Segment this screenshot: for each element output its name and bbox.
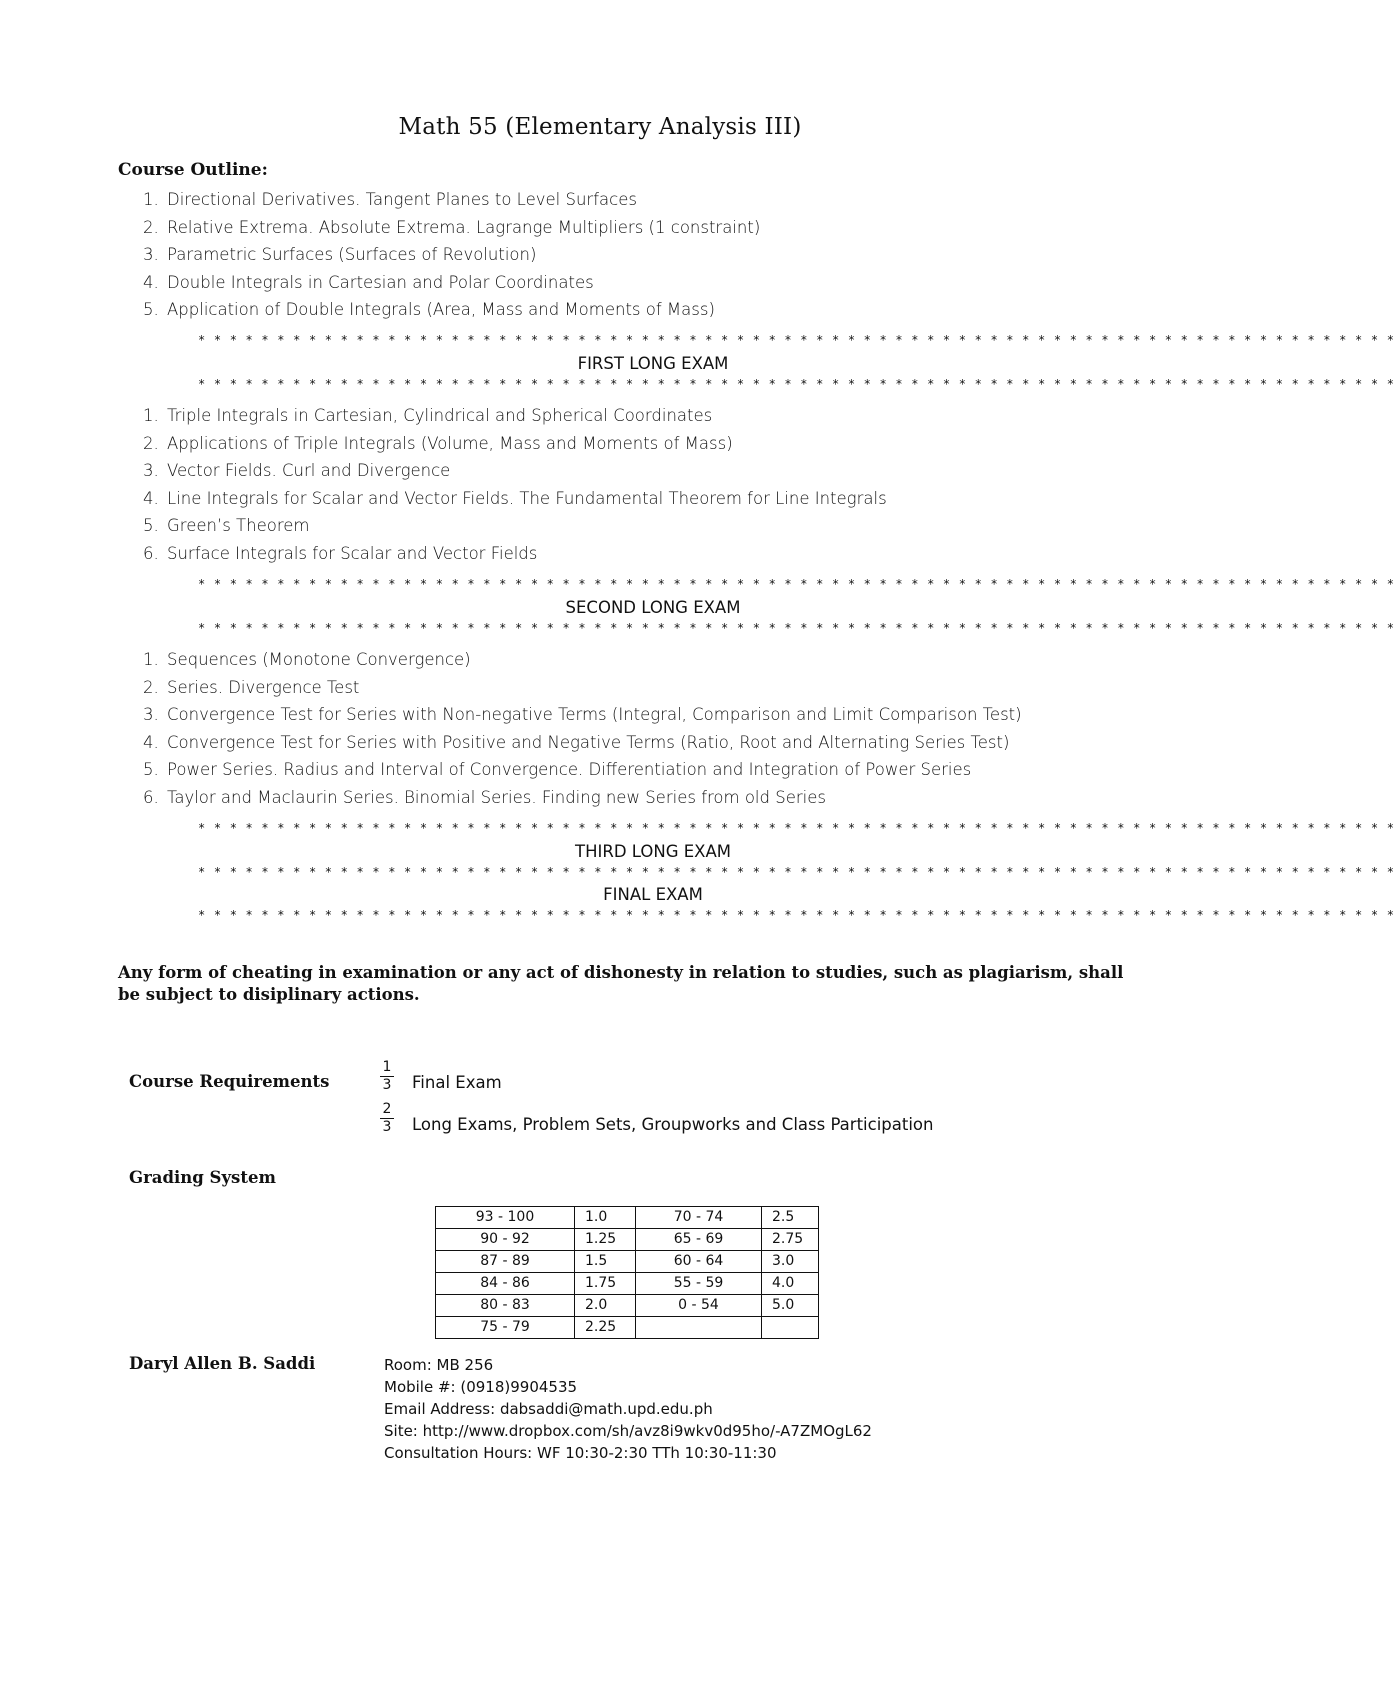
list-item: 5. Application of Double Integrals (Area, Mass and Moments of Mass)	[143, 300, 715, 319]
consultation-hours: Consultation Hours: WF 10:30-2:30 TTh 10:30-11:30	[384, 1444, 777, 1462]
list-item: 2. Series. Divergence Test	[143, 677, 360, 697]
list-item: 4. Convergence Test for Series with Positive and Negative Terms (Ratio, Root and Alternating Series Test)	[143, 732, 1010, 752]
list-item: 3. Parametric Surfaces (Surfaces of Revolution)	[143, 245, 537, 264]
list-item: 4. Double Integrals in Cartesian and Polar Coordinates	[143, 272, 594, 292]
list-item: 2. Relative Extrema. Absolute Extrema. Lagrange Multipliers (1 constraint)	[143, 217, 761, 237]
topic-list-section2	[143, 402, 887, 567]
instructor-contact	[384, 1354, 872, 1464]
email-info: Email Address: dabsaddi@math.upd.edu.ph	[384, 1400, 713, 1418]
exam-label-second: SECOND LONG EXAM	[565, 598, 741, 617]
exam-label-third: THIRD LONG EXAM	[575, 842, 731, 861]
list-item: 1. Triple Integrals in Cartesian, Cylindrical and Spherical Coordinates	[143, 406, 713, 425]
room-info: Room: MB 256	[384, 1356, 494, 1374]
mobile-info: Mobile #: (0918)9904535	[384, 1378, 578, 1396]
star-divider: * * * * * * * * * * * * * * * * * * * * * * * * * * * * * * * * * * * * * * * * * * * * * * * * * * * * * * * * * * * * * * * * * * * * * * * * * * * *	[198, 821, 1395, 835]
table-row: 93 - 100 1.0 70 - 74 2.5	[436, 1207, 819, 1229]
star-divider: * * * * * * * * * * * * * * * * * * * * * * * * * * * * * * * * * * * * * * * * * * * * * * * * * * * * * * * * * * * * * * * * * * * * * * * * * * * *	[198, 865, 1395, 879]
site-info: Site: http://www.dropbox.com/sh/avz8i9wkv0d95ho/-A7ZMOgL62	[384, 1422, 872, 1440]
requirement-long-exams: Long Exams, Problem Sets, Groupworks and Class Participation	[412, 1115, 934, 1134]
grading-table	[435, 1206, 819, 1339]
list-item: 5. Green’s Theorem	[143, 516, 310, 535]
page-title: Math 55 (Elementary Analysis III)	[398, 114, 802, 140]
list-item: 1. Sequences (Monotone Convergence)	[143, 650, 471, 669]
course-outline-heading: Course Outline:	[118, 160, 268, 180]
table-row: 75 - 79 2.25	[436, 1317, 819, 1339]
exam-label-final: FINAL EXAM	[603, 885, 703, 904]
list-item: 5. Power Series. Radius and Interval of Convergence. Differentiation and Integration of Power Series	[143, 760, 972, 779]
list-item: 3. Convergence Test for Series with Non-negative Terms (Integral, Comparison and Limit Comparison Test)	[143, 705, 1022, 724]
table-row: 90 - 92 1.25 65 - 69 2.75	[436, 1229, 819, 1251]
exam-label-first: FIRST LONG EXAM	[577, 354, 729, 373]
list-item: 6. Taylor and Maclaurin Series. Binomial Series. Finding new Series from old Series	[143, 787, 826, 807]
star-divider: * * * * * * * * * * * * * * * * * * * * * * * * * * * * * * * * * * * * * * * * * * * * * * * * * * * * * * * * * * * * * * * * * * * * * * * * * * * *	[198, 333, 1395, 347]
topic-list-section1	[143, 186, 760, 324]
star-divider: * * * * * * * * * * * * * * * * * * * * * * * * * * * * * * * * * * * * * * * * * * * * * * * * * * * * * * * * * * * * * * * * * * * * * * * * * * * *	[198, 577, 1395, 591]
list-item: 2. Applications of Triple Integrals (Volume, Mass and Moments of Mass)	[143, 433, 733, 453]
fraction-two-thirds: 2 3	[380, 1102, 394, 1135]
list-item: 3. Vector Fields. Curl and Divergence	[143, 461, 451, 480]
table-row: 80 - 83 2.0 0 - 54 5.0	[436, 1295, 819, 1317]
requirement-final-exam: Final Exam	[412, 1073, 502, 1092]
list-item: 4. Line Integrals for Scalar and Vector Fields. The Fundamental Theorem for Line Integrals	[143, 488, 887, 508]
list-item: 1. Directional Derivatives. Tangent Planes to Level Surfaces	[143, 190, 637, 209]
star-divider: * * * * * * * * * * * * * * * * * * * * * * * * * * * * * * * * * * * * * * * * * * * * * * * * * * * * * * * * * * * * * * * * * * * * * * * * * * * *	[198, 908, 1395, 922]
star-divider: * * * * * * * * * * * * * * * * * * * * * * * * * * * * * * * * * * * * * * * * * * * * * * * * * * * * * * * * * * * * * * * * * * * * * * * * * * * *	[198, 377, 1395, 391]
instructor-name: Daryl Allen B. Saddi	[129, 1354, 316, 1373]
table-row: 84 - 86 1.75 55 - 59 4.0	[436, 1273, 819, 1295]
list-item: 6. Surface Integrals for Scalar and Vector Fields	[143, 543, 538, 563]
fraction-one-third: 1 3	[380, 1060, 394, 1093]
grading-system-label: Grading System	[129, 1168, 276, 1187]
academic-honesty-notice: Any form of cheating in examination or any act of dishonesty in relation to studies, such as plagiarism, shall be subject to disiplinary actions.	[118, 963, 1124, 1004]
course-requirements-label: Course Requirements	[129, 1072, 330, 1091]
table-row: 87 - 89 1.5 60 - 64 3.0	[436, 1251, 819, 1273]
topic-list-section3	[143, 646, 1022, 811]
star-divider: * * * * * * * * * * * * * * * * * * * * * * * * * * * * * * * * * * * * * * * * * * * * * * * * * * * * * * * * * * * * * * * * * * * * * * * * * * * *	[198, 621, 1395, 635]
